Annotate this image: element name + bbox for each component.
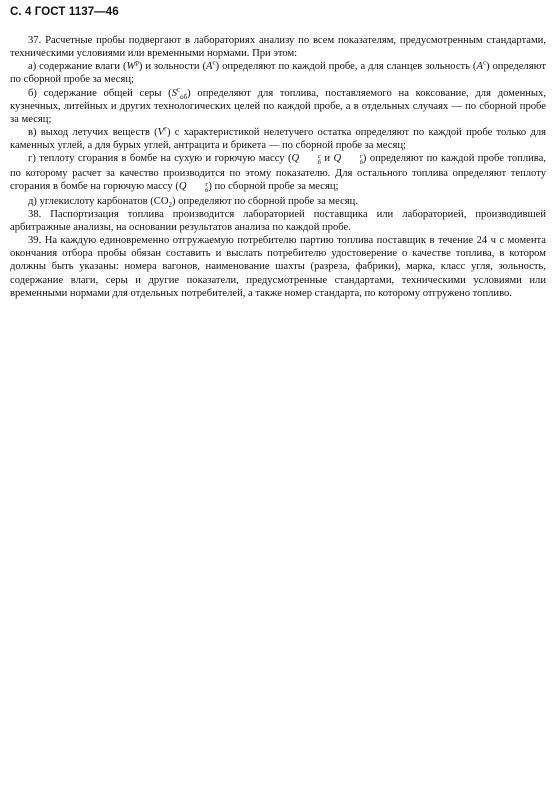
page-header: С. 4 ГОСТ 1137—46 [10,6,119,18]
document-body [10,34,546,300]
paragraph-37-intro: 37. Расчетные пробы подвергают в лабораториях анализу по всем показателям, предусмотренным стандартами, техническими условиями или временными нормами. При этом: [10,35,546,60]
symbol-q-1-top: c [317,152,321,160]
symbol-a: A [206,61,213,73]
symbol-a-sup: c [212,58,216,67]
symbol-v-sup: г [164,124,167,133]
symbol-q-3-top: г [205,180,208,188]
symbol-v: V [157,127,165,139]
paragraph-39: 39. На каждую единовременно отгружаемую потребителю партию топлива поставщик в течение 24 ч с момента окончания отбора пробы обязан составить и выслать потребителю удостоверение о качестве топлива, в котором должны быть указаны: номера вагонов, наименование шахты (разреза, фабрики), марка, класс угля, зольность, содержание влаги, серы и другие показатели, предусмотренные стандартами, техническими условиями или временными нормами для отдельных потребителей, а также номер стандарта, по которому отгружено топливо. [10,235,546,299]
symbol-s-sub: об [180,92,188,101]
item-b-text-1: б) содержание общей серы ( [28,87,172,99]
paragraph-38: 38. Паспортизация топлива производится лабораторией поставщика или лабораторией, производившей арбитражные анализы, на основании результатов анализа по каждой пробе. [10,208,546,233]
item-d-text-2: ) определяют по сборной пробе за месяц. [172,195,358,207]
item-g-text-2: ) определяют по каждой пробе топлива, по которому расчет за качество производится по этому показателю. Для остального топлива определяют теплоту сгорания в бомбе на горючую массу ( [10,153,546,193]
item-a-text-4: ) определяют по сборной пробе за месяц; [10,61,546,86]
item-v-text-1: в) выход летучих веществ ( [28,127,158,139]
symbol-q-2-indices [342,154,363,167]
symbol-q-3-indices [187,182,208,195]
symbol-s-sup: c [177,85,181,94]
item-g [10,152,546,194]
symbol-s: S [171,87,177,99]
item-a-text-2: ) и зольности ( [138,61,207,73]
item-g-text-3: ) по сборной пробе за месяц; [208,181,339,193]
symbol-a-2-sup: c [482,58,487,67]
item-g-and: и [321,153,334,165]
symbol-q-3: Q [178,181,187,193]
item-a [10,60,546,86]
item-b-text-2: ) определяют для топлива, поставляемого на коксование, для доменных, кузнечных, литейных и других технологических целей по каждой пробе, а в отдельных случаях — по сборной пробе за месяц; [10,87,546,125]
item-v [10,126,546,152]
symbol-w: W [126,61,136,73]
item-v-text-2: ) с характеристикой нелетучего остатка определяют по каждой пробе только для каменных углей, а для бурых углей, антрацита и брикета — по сборной пробе за месяц; [10,127,546,152]
symbol-q-2-top: г [359,152,363,160]
symbol-q-1-indices [300,154,321,167]
symbol-q-1: Q [291,153,300,165]
symbol-q-1-bottom: б [317,159,321,167]
symbol-w-sup: p [135,58,139,67]
symbol-q-3-bottom: б [205,187,209,195]
symbol-a-2: A [476,61,483,73]
symbol-q-2: Q [333,153,342,165]
item-g-text-1: г) теплоту сгорания в бомбе на сухую и горючую массу ( [28,153,292,165]
item-a-text-1: а) содержание влаги ( [28,61,127,73]
item-d [10,195,546,208]
item-d-text-1: д) углекислоту карбонатов (CO [28,195,169,207]
co2-subscript: 2 [168,200,173,209]
symbol-q-2-bottom: б [359,159,363,167]
item-a-text-3: ) определяют по каждой пробе, а для сланцев зольность ( [215,61,477,73]
item-b [10,87,546,126]
